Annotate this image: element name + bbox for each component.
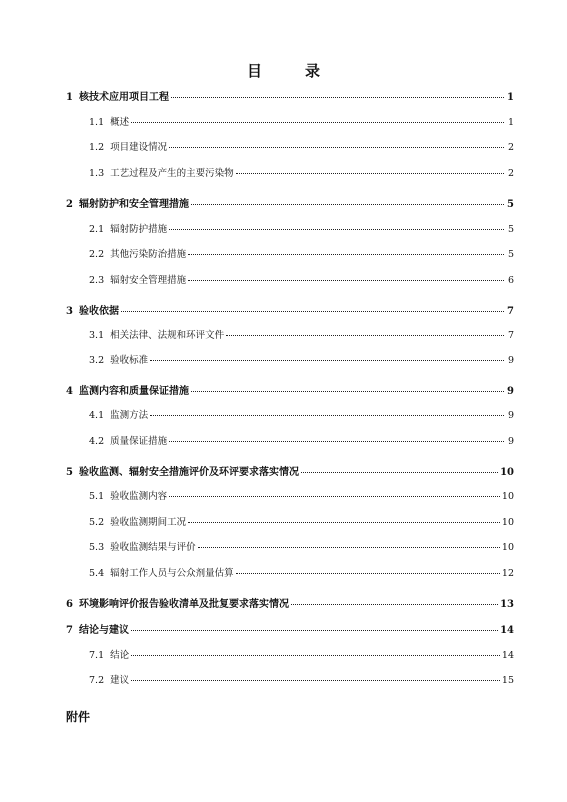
toc-entry-number: 1.3 — [89, 168, 105, 179]
toc-entry-number: 7.2 — [89, 675, 105, 686]
toc-section-entry — [66, 514, 514, 528]
toc-leader-dots — [150, 360, 504, 361]
toc-page-number: 10 — [501, 491, 514, 502]
toc-entry-label: 辐射工作人员与公众剂量估算 — [110, 568, 234, 579]
toc-entry-number: 1.2 — [89, 142, 105, 153]
toc-section-entry — [66, 539, 514, 553]
toc-entry-label: 验收监测期间工况 — [110, 517, 187, 528]
toc-entry-label: 概述 — [110, 117, 130, 128]
toc-chapter-entry — [66, 382, 514, 397]
toc-leader-dots — [131, 122, 504, 123]
toc-entry-label: 验收监测、辐射安全措施评价及环评要求落实情况 — [78, 467, 299, 478]
toc-leader-dots — [301, 472, 498, 473]
toc-section-entry — [66, 565, 514, 579]
toc-entry-number: 5.3 — [89, 542, 105, 553]
toc-section-entry — [66, 672, 514, 686]
toc-chapter-entry — [66, 302, 514, 317]
toc-chapter-entry — [66, 195, 514, 210]
toc-entry-label: 结论与建议 — [78, 625, 129, 636]
toc-page-number: 7 — [507, 330, 514, 341]
toc-section-entry — [66, 352, 514, 366]
toc-entry-label: 辐射安全管理措施 — [110, 275, 187, 286]
toc-page-number: 7 — [507, 306, 514, 317]
toc-leader-dots — [169, 147, 504, 148]
toc-section-entry — [66, 272, 514, 286]
toc-entry-label: 监测内容和质量保证措施 — [78, 386, 189, 397]
toc-leader-dots — [291, 604, 498, 605]
toc-entry-label: 其他污染防治措施 — [110, 249, 187, 260]
toc-entry-label: 辐射防护措施 — [110, 224, 168, 235]
toc-entry-number: 5.2 — [89, 517, 105, 528]
toc-leader-dots — [236, 573, 500, 574]
toc-leader-dots — [131, 680, 500, 681]
toc-leader-dots — [150, 415, 504, 416]
toc-entry-number: 4.2 — [89, 436, 105, 447]
toc-page-number: 9 — [507, 386, 514, 397]
toc-entry-number: 3 — [66, 306, 73, 317]
toc-section-entry — [66, 165, 514, 179]
toc-leader-dots — [236, 173, 504, 174]
toc-leader-dots — [191, 391, 504, 392]
toc-entry-label: 项目建设情况 — [110, 142, 168, 153]
toc-section-entry — [66, 488, 514, 502]
toc-entry-number: 4 — [66, 386, 73, 397]
toc-leader-dots — [131, 630, 498, 631]
toc-title: 目 录 — [246, 62, 334, 80]
toc-entry-label: 验收监测内容 — [110, 491, 168, 502]
toc-leader-dots — [188, 254, 504, 255]
toc-entry-number: 2.2 — [89, 249, 105, 260]
toc-page-number: 1 — [507, 117, 514, 128]
toc-section-entry — [66, 221, 514, 235]
toc-leader-dots — [121, 311, 504, 312]
toc-page-number: 6 — [507, 275, 514, 286]
toc-leader-dots — [169, 229, 504, 230]
toc-page-number: 5 — [507, 199, 514, 210]
toc-page-number: 2 — [507, 168, 514, 179]
toc-entry-number: 5.1 — [89, 491, 105, 502]
toc-entry-label: 验收依据 — [78, 306, 119, 317]
toc-leader-dots — [188, 280, 504, 281]
toc-page-number: 10 — [501, 517, 514, 528]
toc-leader-dots — [198, 547, 500, 548]
toc-entry-number: 1.1 — [89, 117, 105, 128]
toc-entry-number: 2.3 — [89, 275, 105, 286]
toc-section-entry — [66, 433, 514, 447]
toc-entry-label: 建议 — [110, 675, 130, 686]
toc-entry-number: 6 — [66, 599, 73, 610]
toc-page-number: 15 — [501, 675, 514, 686]
toc-page-number: 10 — [501, 542, 514, 553]
toc-page-number: 1 — [507, 92, 514, 103]
toc-entry-number: 2 — [66, 199, 73, 210]
toc-section-entry — [66, 407, 514, 421]
toc-section-entry — [66, 327, 514, 341]
toc-chapter-entry — [66, 595, 514, 610]
toc-section-entry — [66, 139, 514, 153]
toc-leader-dots — [169, 441, 504, 442]
toc-entry-label: 工艺过程及产生的主要污染物 — [110, 168, 234, 179]
toc-entry-label: 核技术应用项目工程 — [78, 92, 169, 103]
toc-page-number: 10 — [500, 467, 514, 478]
appendix-heading: 附件 — [66, 710, 91, 724]
toc-entry-number: 5 — [66, 467, 73, 478]
toc-leader-dots — [188, 522, 500, 523]
toc-chapter-entry — [66, 463, 514, 478]
toc-entry-number: 3.1 — [89, 330, 105, 341]
toc-leader-dots — [191, 204, 504, 205]
toc-page-number: 14 — [501, 650, 514, 661]
toc-entry-number: 1 — [66, 92, 73, 103]
toc-page-number: 5 — [507, 224, 514, 235]
toc-entry-number: 2.1 — [89, 224, 105, 235]
toc-entry-number: 7 — [66, 625, 73, 636]
toc-page-number: 2 — [507, 142, 514, 153]
toc-entry-label: 辐射防护和安全管理措施 — [78, 199, 189, 210]
toc-page-number: 5 — [507, 249, 514, 260]
toc-section-entry — [66, 647, 514, 661]
toc-section-entry — [66, 246, 514, 260]
toc-entry-number: 5.4 — [89, 568, 105, 579]
toc-entry-number: 4.1 — [89, 410, 105, 421]
toc-page-number: 14 — [500, 625, 514, 636]
toc-chapter-entry — [66, 621, 514, 636]
toc-entry-label: 环境影响评价报告验收清单及批复要求落实情况 — [78, 599, 289, 610]
toc-entry-number: 3.2 — [89, 355, 105, 366]
toc-page-number: 9 — [507, 436, 514, 447]
toc-leader-dots — [226, 335, 504, 336]
toc-page-number: 9 — [507, 355, 514, 366]
toc-entry-number: 7.1 — [89, 650, 105, 661]
toc-leader-dots — [171, 97, 504, 98]
toc-section-entry — [66, 114, 514, 128]
toc-entry-label: 质量保证措施 — [110, 436, 168, 447]
toc-entry-label: 验收监测结果与评价 — [110, 542, 196, 553]
toc-entry-label: 验收标准 — [110, 355, 149, 366]
toc-chapter-entry — [66, 88, 514, 103]
toc-entry-label: 结论 — [110, 650, 130, 661]
toc-page-number: 9 — [507, 410, 514, 421]
toc-leader-dots — [169, 496, 500, 497]
toc-entry-label: 相关法律、法规和环评文件 — [110, 330, 225, 341]
toc-leader-dots — [131, 655, 500, 656]
toc-page-number: 12 — [501, 568, 514, 579]
toc-entry-label: 监测方法 — [110, 410, 149, 421]
toc-page-number: 13 — [500, 599, 514, 610]
